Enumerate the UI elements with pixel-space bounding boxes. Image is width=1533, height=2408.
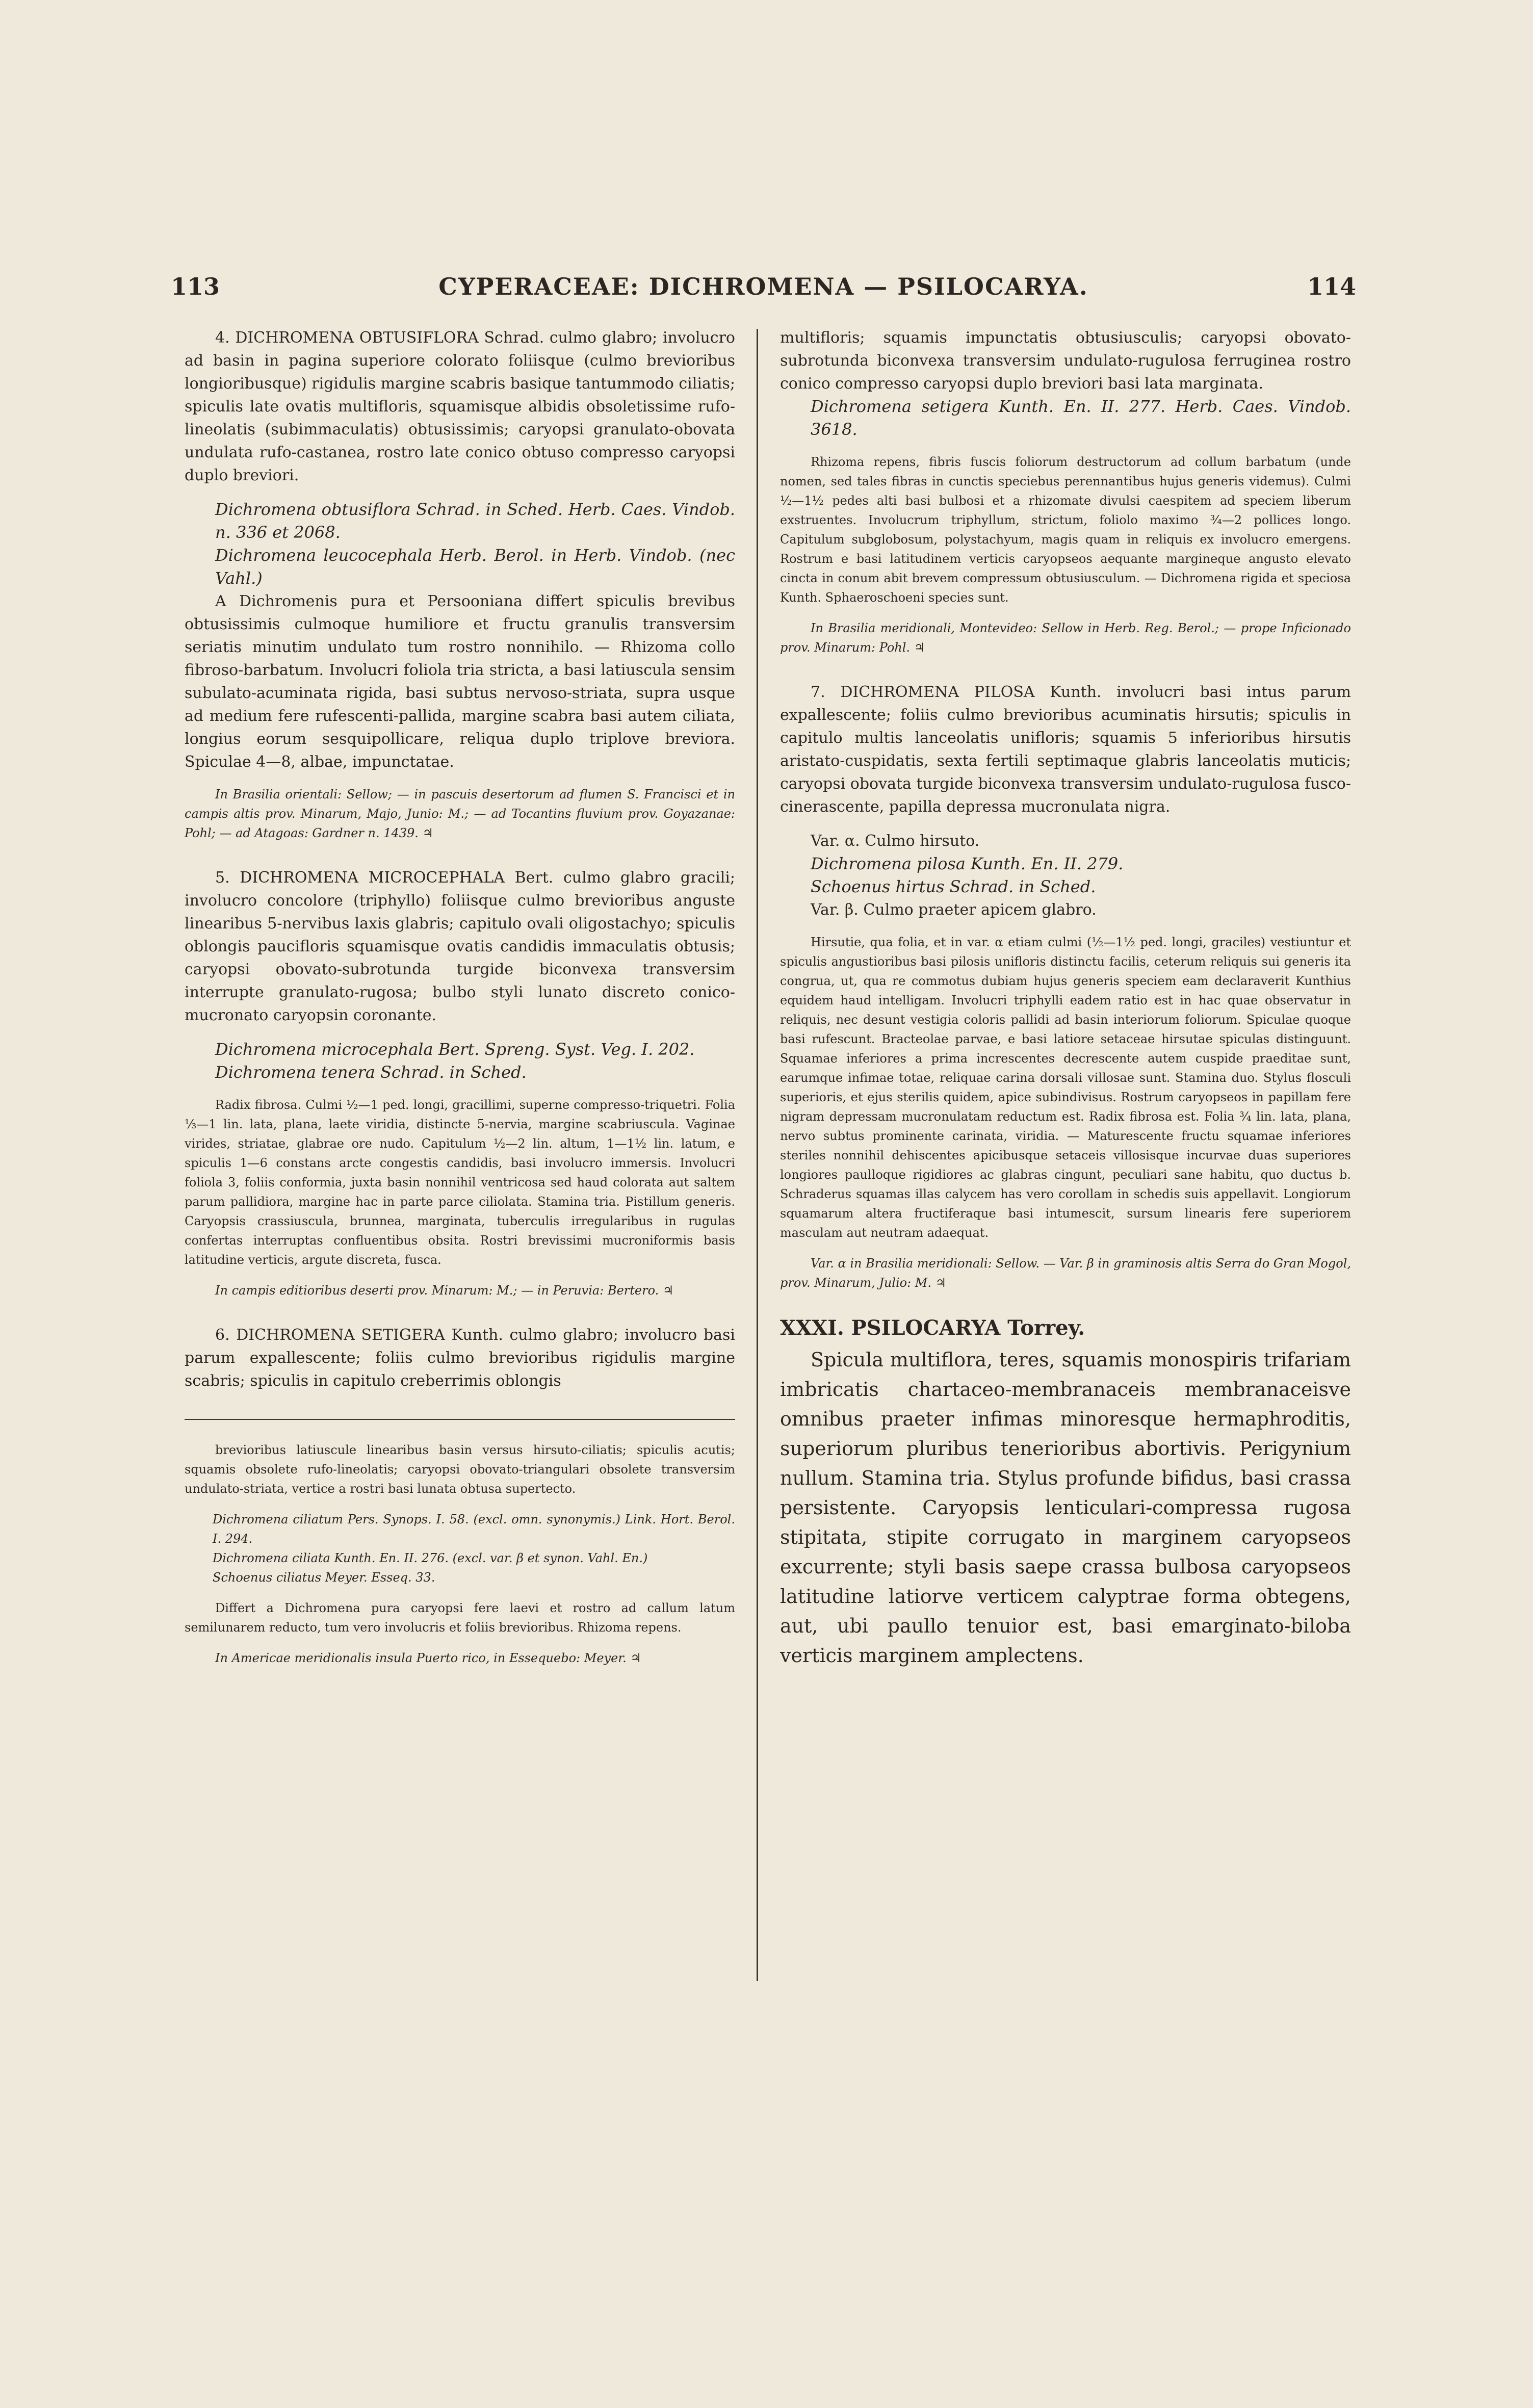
species-4-description: 4. DICHROMENA OBTUSIFLORA Schrad. culmo glabro; involucro ad basin in pagina superiore colorato foliisque (culmo brevioribus longioribusque) rigidulis margine scabris basique tantummodo ciliatis; spiculis late ovatis multifloris, squamisque albidis obsoletissime rufo-lineolatis (subimmaculatis) obtusissimis; caryopsi granulato-obovata undulata rufo-castanea, rostro late conico obtuso compresso caryopsi duplo breviori. [185, 329, 735, 484]
species-7-description: 7. DICHROMENA PILOSA Kunth. involucri basi intus parum expallescente; foliis culmo brevioribus acuminatis hirsutis; spiculis in capitulo multis lanceolatis unifloris; squamis 5 inferioribus hirsutis aristato-cuspidatis, sexta fertili septimaque glabris lanceolatis muticis; caryopsi obovata turgide biconvexa transversim undulato-rugulosa fusco-cinerascente, papilla depressa mucronulata nigra. [780, 683, 1351, 816]
species-7-variety-alpha: Var. α. Culmo hirsuto. [811, 832, 980, 850]
species-4-notes: A Dichromenis pura et Persooniana differt spiculis brevibus obtusissimis culmoque humiliore et fructu granulis transversim seriatis minutim undulato tum rostro nonnihilo. — Rhizoma collo fibroso-barbatum. Involucri foliola tria stricta, a basi latiuscula sensim subulato-acuminata rigida, basi subtus nervoso-striata, supra usque ad medium fere rufescenti-pallida, margine scabra basi autem ciliata, longius eorum sesquipollicare, reliqua duplo triplove breviora. Spiculae 4—8, albae, impunctatae. [185, 592, 735, 771]
species-5-locality: In campis editioribus deserti prov. Minarum: M.; — in Peruvia: Bertero. ♃ [215, 1283, 674, 1298]
footnote-rule [185, 1419, 735, 1420]
genus-heading: XXXI. PSILOCARYA Torrey. [780, 1316, 1085, 1340]
species-6-continued: multifloris; squamis impunctatis obtusiusculis; caryopsi obovato-subrotunda biconvexa transversim undulato-rugulosa ferruginea rostro conico compresso caryopsi duplo breviori basi lata marginata. [780, 329, 1351, 393]
page-number-right: 114 [1307, 273, 1356, 300]
footnote-synonym-3: Schoenus ciliatus Meyer. Esseq. 33. [213, 1570, 435, 1585]
species-4-locality: In Brasilia orientali: Sellow; — in pascuis desertorum ad flumen S. Francisci et in campis altis prov. Minarum, Majo, Junio: M.; — ad Tocantins fluvium prov. Goyazanae: Pohl; — ad Atagoas: Gardner n. 1439. ♃ [185, 787, 735, 840]
species-7-synonym-2: Schoenus hirtus Schrad. in Sched. [811, 877, 1096, 896]
running-title: CYPERACEAE: DICHROMENA — PSILOCARYA. [438, 273, 1088, 300]
species-4-synonym-2: Dichromena leucocephala Herb. Berol. in Herb. Vindob. (nec Vahl.) [215, 546, 735, 588]
species-7-variety-beta: Var. β. Culmo praeter apicem glabro. [811, 901, 1097, 919]
species-7-notes: Hirsutie, qua folia, et in var. α etiam culmi (½—1½ ped. longi, graciles) vestiuntur et spiculis angustioribus basi pilosis unifloris distinctu facilis, ceterum reliquis sui generis ita congrua, ut, qua re commotus dubiam hujus generis speciem eam declaraverit Kunthius equidem haud intelligam. Involucri triphylli eadem ratio est in hac quae observatur in reliquis, nec desunt vestigia coloris pallidi ad basin interiorum foliorum. Spiculae quoque basi rufescunt. Bracteolae parvae, e basi latiore setaceae hirsutae spiculas distinguunt. Squamae inferiores a prima increscentes decrescente autem cuspide praeditae sunt, earumque infimae totae, reliquae carina dorsali villosae sunt. Stamina duo. Stylus flosculi superioris, et ejus sterilis quidem, apice subindivisus. Rostrum caryopseos in papillam fere nigram depressam mucronulatam reductum est. Radix fibrosa est. Folia ¾ lin. lata, plana, nervo subtus prominente carinata, viridia. — Maturescente fructu squamae inferiores steriles nonnihil dehiscentes apicibusque setaceis villosisque incurvae duas superiores longiores paulloque rigidiores ac glabras cingunt, peculiari sane habitu, quo ductus b. Schraderus squamas illas calycem has vero corollam in schedis suis appellavit. Longiorum squamarum altera fructiferaque basi intumescit, sursum linearis fere superiorem masculam aut neutram adaequat. [780, 935, 1351, 1240]
page-header [171, 273, 1356, 308]
species-5-synonym-2: Dichromena tenera Schrad. in Sched. [215, 1063, 527, 1082]
footnote-synonym-2: Dichromena ciliata Kunth. En. II. 276. (excl. var. β et synon. Vahl. En.) [213, 1551, 648, 1565]
footnote-notes: brevioribus latiuscule linearibus basin versus hirsuto-ciliatis; spiculis acutis; squamis obsolete rufo-lineolatis; caryopsi obovato-triangulari obsolete transversim undulato-striata, vertice a rostri basi lunata obtusa supertecto. [185, 1443, 735, 1496]
species-7-locality: Var. α in Brasilia meridionali: Sellow. — Var. β in graminosis altis Serra do Gran Mogol, prov. Minarum, Julio: M. ♃ [780, 1256, 1351, 1290]
footnote-synonym-1: Dichromena ciliatum Pers. Synops. I. 58. (excl. omn. synonymis.) Link. Hort. Berol. I. 294. [213, 1512, 735, 1546]
genus-description: Spicula multiflora, teres, squamis monospiris trifariam imbricatis chartaceo-membranaceis membranaceisve omnibus praeter infimas minoresque hermaphroditis, superiorum pluribus tenerioribus abortivis. Perigynium nullum. Stamina tria. Stylus profunde bifidus, basi crassa persistente. Caryopsis lenticulari-compressa rugosa stipitata, stipite corrugato in marginem caryopseos excurrente; styli basis saepe crassa bulbosa caryopseos latitudine latiorve verticem calyptrae forma obtegens, aut, ubi paullo tenuior est, basi emarginato-biloba verticis marginem amplectens. [780, 1349, 1351, 1667]
footnote-differential: Differt a Dichromena pura caryopsi fere laevi et rostro ad callum latum semilunarem reducto, tum vero involucris et foliis brevioribus. Rhizoma repens. [185, 1601, 735, 1635]
species-5-synonym-1: Dichromena microcephala Bert. Spreng. Syst. Veg. I. 202. [215, 1040, 695, 1059]
footnote-locality: In Americae meridionalis insula Puerto rico, in Essequebo: Meyer. ♃ [215, 1651, 641, 1665]
species-6-description: 6. DICHROMENA SETIGERA Kunth. culmo glabro; involucro basi parum expallescente; foliis culmo brevioribus rigidulis margine scabris; spiculis in capitulo creberrimis oblongis [185, 1326, 735, 1390]
species-5-description: 5. DICHROMENA MICROCEPHALA Bert. culmo glabro gracili; involucro concolore (triphyllo) foliisque culmo brevioribus anguste linearibus 5-nervibus laxis glabris; capitulo ovali oligostachyo; spiculis oblongis paucifloris squamisque ovatis candidis immaculatis obtusis; caryopsi obovato-subrotunda turgide biconvexa transversim interrupte granulato-rugosa; bulbo styli lunato discreto conico-mucronato caryopsin coronante. [185, 869, 735, 1024]
species-6-synonym: Dichromena setigera Kunth. En. II. 277. Herb. Caes. Vindob. 3618. [811, 397, 1351, 439]
right-column [780, 326, 1351, 1670]
page-number-left: 113 [171, 273, 220, 300]
species-4-synonym-1: Dichromena obtusiflora Schrad. in Sched. Herb. Caes. Vindob. n. 336 et 2068. [215, 500, 735, 542]
species-6-notes: Rhizoma repens, fibris fuscis foliorum destructorum ad collum barbatum (unde nomen, sed tales fibras in cunctis speciebus perennantibus hujus generis videmus). Culmi ½—1½ pedes alti basi bulbosi et a rhizomate divulsi caespitem ad speciem liberum exstruentes. Involucrum triphyllum, strictum, foliolo maximo ¾—2 pollices longo. Capitulum subglobosum, polystachyum, magis quam in reliquis ex involucro emergens. Rostrum e basi latitudinem verticis caryopseos aequante margineque angusto elevato cincta in conum abit brevem compressum obtusiusculum. — Dichromena rigida et speciosa Kunth. Sphaeroschoeni species sunt. [780, 455, 1351, 605]
species-7-synonym-1: Dichromena pilosa Kunth. En. II. 279. [811, 854, 1124, 873]
species-6-locality: In Brasilia meridionali, Montevideo: Sellow in Herb. Reg. Berol.; — prope Inficionado prov. Minarum: Pohl. ♃ [780, 621, 1351, 655]
species-5-notes: Radix fibrosa. Culmi ½—1 ped. longi, gracillimi, superne compresso-triquetri. Folia ⅓—1 lin. lata, plana, laete viridia, distincte 5-nervia, margine scabriuscula. Vaginae virides, striatae, glabrae ore nudo. Capitulum ½—2 lin. altum, 1—1½ lin. latum, e spiculis 1—6 constans arcte congestis candidis, basi involucro immersis. Involucri foliola 3, foliis conformia, juxta basin nonnihil ventricosa sed haud colorata aut saltem parum pallidiora, margine hac in parte parce ciliolata. Stamina tria. Pistillum generis. Caryopsis crassiuscula, brunnea, marginata, tuberculis irregularibus in rugulas confertas interruptas confluentibus obsita. Rostri brevissimi mucroniformis basis latitudine verticis, argute discreta, fusca. [185, 1098, 735, 1267]
column-divider [757, 329, 758, 1981]
left-column [185, 326, 735, 1668]
